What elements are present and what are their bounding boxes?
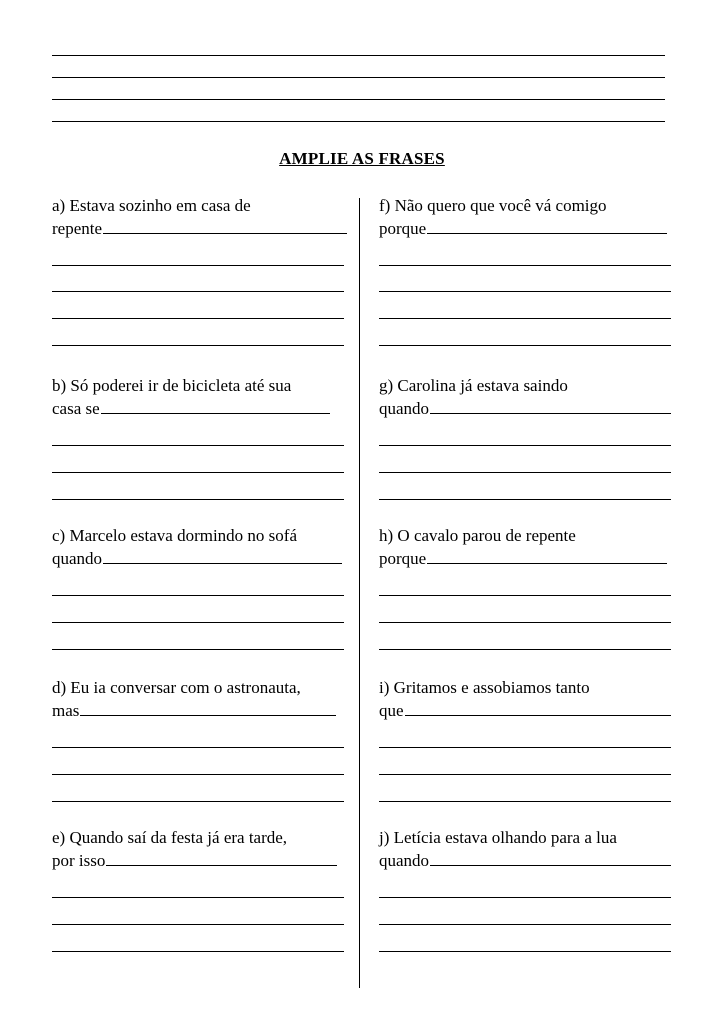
- exercise-c-prompt-end: quando: [52, 549, 103, 568]
- column-divider: [359, 198, 360, 988]
- answer-line[interactable]: [379, 265, 671, 266]
- answer-line[interactable]: [52, 445, 344, 446]
- exercise-h-prompt-end: porque: [379, 549, 427, 568]
- page-title: AMPLIE AS FRASES: [279, 149, 445, 168]
- answer-line[interactable]: [52, 499, 344, 500]
- answer-line[interactable]: [379, 318, 671, 319]
- answer-line[interactable]: [379, 445, 671, 446]
- exercise-d-prompt-end: mas: [52, 701, 80, 720]
- answer-line[interactable]: [52, 622, 344, 623]
- answer-line[interactable]: [52, 649, 344, 650]
- exercise-a: [52, 194, 347, 354]
- answer-line[interactable]: [52, 924, 344, 925]
- top-answer-line-3[interactable]: [52, 99, 665, 100]
- exercise-f-blank[interactable]: [427, 219, 667, 234]
- exercise-d: [52, 676, 347, 806]
- exercise-f: [379, 194, 674, 354]
- answer-line[interactable]: [379, 499, 671, 500]
- answer-line[interactable]: [52, 291, 344, 292]
- exercise-h-prompt: h) O cavalo parou de repente: [379, 526, 576, 545]
- top-answer-line-2[interactable]: [52, 77, 665, 78]
- exercise-b: [52, 374, 347, 504]
- answer-line[interactable]: [52, 472, 344, 473]
- exercise-f-prompt-end: porque: [379, 219, 427, 238]
- exercise-i: [379, 676, 674, 806]
- answer-line[interactable]: [52, 774, 344, 775]
- answer-line[interactable]: [379, 345, 671, 346]
- exercise-b-prompt: b) Só poderei ir de bicicleta até sua: [52, 376, 292, 395]
- top-answer-line-1[interactable]: [52, 55, 665, 56]
- exercise-b-prompt-end: casa se: [52, 399, 100, 418]
- answer-line[interactable]: [52, 345, 344, 346]
- exercise-c: [52, 524, 347, 654]
- answer-line[interactable]: [379, 472, 671, 473]
- answer-line[interactable]: [379, 595, 671, 596]
- answer-line[interactable]: [52, 747, 344, 748]
- exercise-i-prompt-end: que: [379, 701, 404, 720]
- exercise-e-blank[interactable]: [106, 851, 337, 866]
- exercise-d-prompt: d) Eu ia conversar com o astronauta,: [52, 678, 301, 697]
- exercise-j-prompt-end: quando: [379, 851, 430, 870]
- answer-line[interactable]: [379, 774, 671, 775]
- answer-line[interactable]: [379, 747, 671, 748]
- answer-line[interactable]: [52, 951, 344, 952]
- answer-line[interactable]: [52, 801, 344, 802]
- exercise-a-prompt: a) Estava sozinho em casa de: [52, 196, 251, 215]
- answer-line[interactable]: [52, 595, 344, 596]
- top-answer-line-4[interactable]: [52, 121, 665, 122]
- exercise-i-prompt: i) Gritamos e assobiamos tanto: [379, 678, 590, 697]
- exercise-a-blank[interactable]: [103, 219, 347, 234]
- exercise-h: [379, 524, 674, 654]
- exercise-j: [379, 826, 674, 956]
- exercise-h-blank[interactable]: [427, 549, 667, 564]
- exercise-g: [379, 374, 674, 504]
- answer-line[interactable]: [52, 265, 344, 266]
- answer-line[interactable]: [379, 897, 671, 898]
- exercise-i-blank[interactable]: [405, 701, 671, 716]
- answer-line[interactable]: [52, 897, 344, 898]
- exercise-f-prompt: f) Não quero que você vá comigo: [379, 196, 607, 215]
- exercise-g-prompt: g) Carolina já estava saindo: [379, 376, 568, 395]
- answer-line[interactable]: [379, 924, 671, 925]
- exercise-j-blank[interactable]: [430, 851, 671, 866]
- exercise-j-prompt: j) Letícia estava olhando para a lua: [379, 828, 617, 847]
- exercise-e-prompt-end: por isso: [52, 851, 106, 870]
- answer-line[interactable]: [379, 291, 671, 292]
- answer-line[interactable]: [379, 801, 671, 802]
- exercise-b-blank[interactable]: [101, 399, 330, 414]
- answer-line[interactable]: [379, 649, 671, 650]
- answer-line[interactable]: [52, 318, 344, 319]
- exercise-d-blank[interactable]: [80, 701, 336, 716]
- exercise-a-prompt-end: repente: [52, 219, 103, 238]
- answer-line[interactable]: [379, 951, 671, 952]
- exercise-g-blank[interactable]: [430, 399, 671, 414]
- exercise-g-prompt-end: quando: [379, 399, 430, 418]
- exercise-e-prompt: e) Quando saí da festa já era tarde,: [52, 828, 288, 847]
- exercise-e: [52, 826, 347, 956]
- answer-line[interactable]: [379, 622, 671, 623]
- exercise-c-prompt: c) Marcelo estava dormindo no sofá: [52, 526, 297, 545]
- exercise-c-blank[interactable]: [103, 549, 342, 564]
